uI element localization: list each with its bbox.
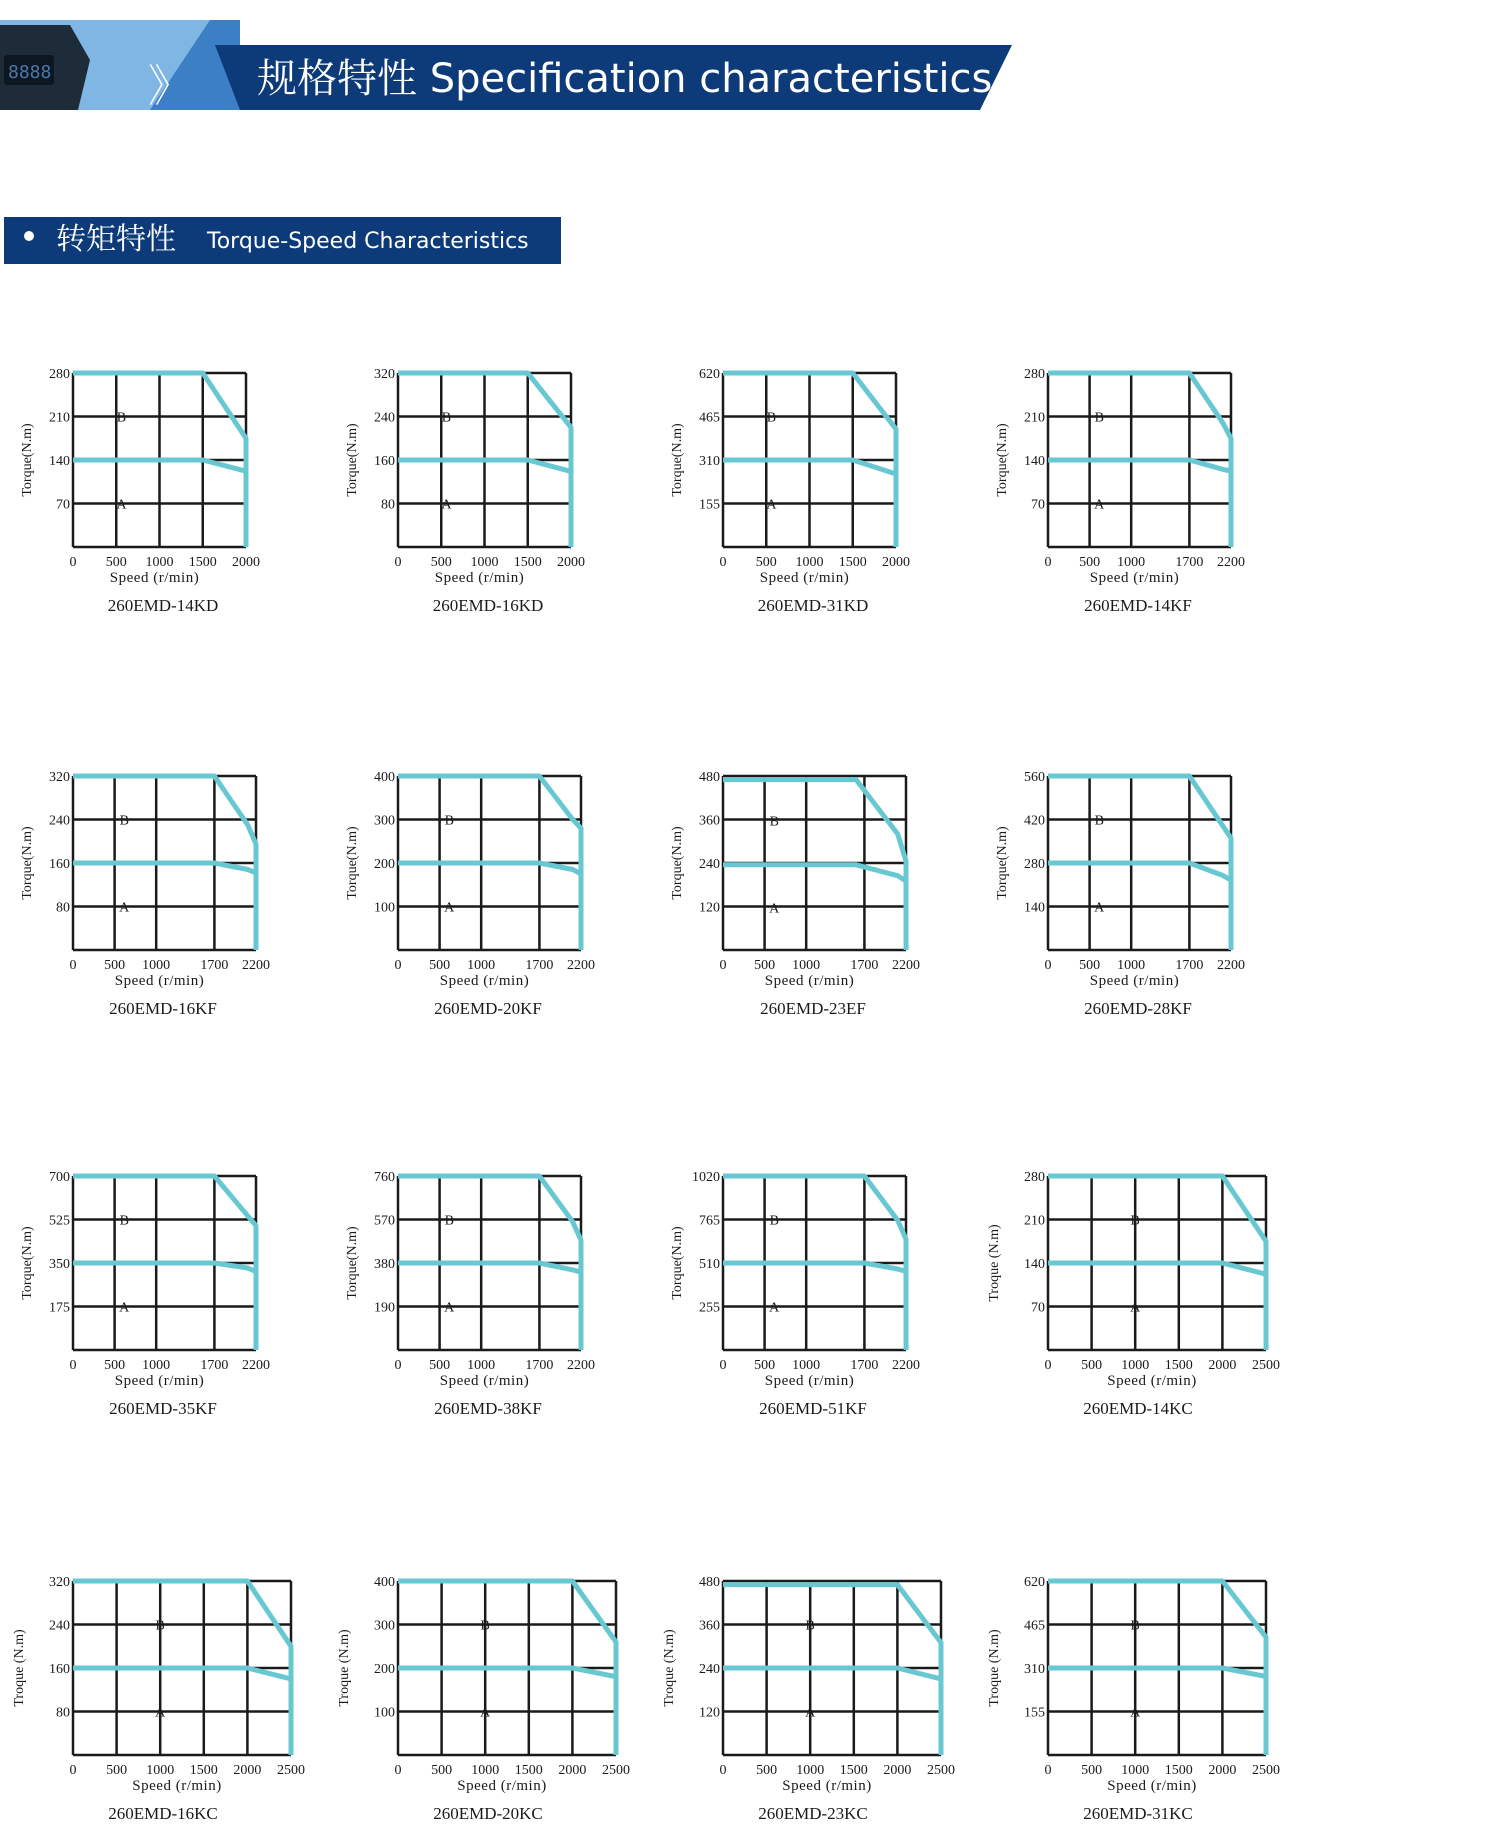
y-tick-label: 310 <box>699 454 720 469</box>
x-axis-label: Speed (r/min) <box>764 1373 855 1389</box>
y-tick-label: 240 <box>49 1618 70 1634</box>
region-label-A: A <box>1130 1705 1141 1721</box>
x-tick-label: 1000 <box>1121 1358 1150 1373</box>
region-label-B: B <box>1094 813 1104 829</box>
x-axis-label: Speed (r/min) <box>1107 1373 1197 1389</box>
x-tick-label: 2200 <box>1217 958 1245 973</box>
chart-title: 260EMD-14KC <box>1083 1399 1193 1418</box>
x-axis-label: Speed (r/min) <box>439 973 530 989</box>
region-label-B: B <box>441 410 452 426</box>
x-tick-label: 500 <box>756 1763 778 1778</box>
y-tick-label: 200 <box>374 857 395 872</box>
x-tick-label: 0 <box>394 1763 402 1778</box>
y-axis-label: Troque (N.m) <box>12 1629 27 1707</box>
x-tick-label: 0 <box>719 1358 727 1373</box>
x-tick-label: 500 <box>1081 1358 1103 1373</box>
region-label-A: A <box>1094 497 1105 513</box>
torque-chart-14 <box>337 1575 630 1823</box>
x-tick-label: 0 <box>69 555 77 570</box>
x-tick-label: 500 <box>104 958 126 973</box>
x-tick-label: 1500 <box>1164 1358 1193 1373</box>
torque-chart-2 <box>345 367 585 615</box>
region-label-B: B <box>480 1618 490 1634</box>
x-tick-label: 1000 <box>146 1763 175 1778</box>
y-tick-label: 70 <box>1031 1300 1045 1316</box>
x-tick-label: 500 <box>429 1358 451 1373</box>
y-tick-label: 210 <box>1024 1213 1045 1229</box>
x-tick-label: 500 <box>1079 958 1101 973</box>
region-label-A: A <box>769 901 780 917</box>
y-tick-label: 140 <box>1024 900 1045 916</box>
x-axis-label: Speed (r/min) <box>1107 1778 1197 1794</box>
x-tick-label: 1000 <box>792 958 821 973</box>
x-tick-label: 1000 <box>792 1358 821 1373</box>
x-tick-label: 1000 <box>142 1358 171 1373</box>
x-tick-label: 2500 <box>602 1763 630 1778</box>
region-label-A: A <box>1094 900 1105 916</box>
series-line-A <box>723 1668 941 1679</box>
chart-title: 260EMD-35KF <box>109 1399 217 1418</box>
y-tick-label: 160 <box>49 857 70 872</box>
y-axis-label: Troque (N.m) <box>987 1629 1002 1707</box>
y-axis-label: Torque(N.m) <box>345 826 360 900</box>
torque-chart-4 <box>995 367 1245 615</box>
series-line-A <box>398 1263 581 1272</box>
x-tick-label: 0 <box>1044 1358 1052 1373</box>
x-tick-label: 2200 <box>892 1358 920 1373</box>
y-tick-label: 210 <box>1024 410 1045 426</box>
torque-chart-15 <box>662 1575 955 1823</box>
chart-title: 260EMD-20KF <box>434 999 542 1018</box>
x-axis-label: Speed (r/min) <box>1089 570 1180 586</box>
x-tick-label: 1700 <box>850 958 879 973</box>
y-tick-label: 280 <box>1024 367 1045 382</box>
x-tick-label: 1700 <box>1175 958 1204 973</box>
region-label-A: A <box>1130 1300 1141 1316</box>
x-tick-label: 1000 <box>470 555 499 570</box>
y-axis-label: Torque(N.m) <box>670 423 685 497</box>
y-tick-label: 100 <box>374 900 395 916</box>
x-tick-label: 0 <box>394 555 402 570</box>
x-tick-label: 2000 <box>233 1763 262 1778</box>
y-tick-label: 400 <box>374 770 395 785</box>
x-tick-label: 1500 <box>839 1763 868 1778</box>
region-label-B: B <box>444 813 454 829</box>
torque-chart-11 <box>670 1170 920 1418</box>
x-axis-label: Speed (r/min) <box>132 1778 222 1794</box>
region-label-A: A <box>155 1705 166 1721</box>
y-axis-label: Torque(N.m) <box>670 826 685 900</box>
x-tick-label: 2200 <box>1217 555 1245 570</box>
y-tick-label: 320 <box>49 770 70 785</box>
x-axis-label: Speed (r/min) <box>114 1373 205 1389</box>
chart-title: 260EMD-51KF <box>759 1399 867 1418</box>
region-label-B: B <box>116 410 127 426</box>
y-tick-label: 300 <box>374 813 395 829</box>
x-tick-label: 0 <box>69 1763 77 1778</box>
y-tick-label: 120 <box>699 1705 720 1721</box>
region-label-A: A <box>480 1705 491 1721</box>
x-tick-label: 1500 <box>513 555 542 570</box>
x-tick-label: 0 <box>69 958 77 973</box>
x-tick-label: 500 <box>754 958 776 973</box>
x-tick-label: 2500 <box>1252 1358 1280 1373</box>
y-tick-label: 700 <box>49 1170 70 1185</box>
x-tick-label: 2000 <box>1208 1358 1237 1373</box>
x-tick-label: 0 <box>719 958 727 973</box>
section-title-en: Torque-Speed Characteristics <box>207 229 529 254</box>
x-tick-label: 2500 <box>927 1763 955 1778</box>
y-tick-label: 190 <box>374 1300 395 1316</box>
x-tick-label: 1700 <box>200 1358 229 1373</box>
torque-chart-3 <box>670 367 910 615</box>
region-label-A: A <box>441 497 452 513</box>
region-label-B: B <box>769 814 779 830</box>
series-line-A <box>398 863 581 874</box>
y-tick-label: 280 <box>49 367 70 382</box>
y-tick-label: 155 <box>1024 1705 1045 1721</box>
x-tick-label: 2200 <box>242 1358 270 1373</box>
chart-title: 260EMD-20KC <box>433 1804 543 1823</box>
x-tick-label: 0 <box>719 1763 727 1778</box>
y-tick-label: 560 <box>1024 770 1045 785</box>
torque-chart-7 <box>670 770 920 1018</box>
y-tick-label: 300 <box>374 1618 395 1634</box>
y-tick-label: 760 <box>374 1170 395 1185</box>
region-label-A: A <box>444 900 455 916</box>
region-label-A: A <box>766 497 777 513</box>
torque-chart-9 <box>20 1170 270 1418</box>
y-tick-label: 320 <box>49 1575 70 1590</box>
svg-text:8888: 8888 <box>8 62 52 83</box>
x-tick-label: 2000 <box>558 1763 587 1778</box>
y-tick-label: 480 <box>699 770 720 785</box>
series-line-A <box>1048 1263 1266 1274</box>
x-tick-label: 1000 <box>1121 1763 1150 1778</box>
torque-chart-1 <box>20 367 260 615</box>
y-tick-label: 140 <box>1024 454 1045 469</box>
x-tick-label: 1700 <box>850 1358 879 1373</box>
x-tick-label: 1500 <box>838 555 867 570</box>
x-axis-label: Speed (r/min) <box>782 1778 872 1794</box>
y-tick-label: 200 <box>374 1662 395 1677</box>
x-tick-label: 500 <box>105 555 127 570</box>
x-tick-label: 2000 <box>557 555 585 570</box>
x-tick-label: 1700 <box>525 1358 554 1373</box>
y-tick-label: 175 <box>49 1300 70 1316</box>
chart-title: 260EMD-28KF <box>1084 999 1192 1018</box>
region-label-B: B <box>119 1213 129 1229</box>
y-axis-label: Torque(N.m) <box>995 423 1010 497</box>
region-label-A: A <box>805 1705 816 1721</box>
series-line-A <box>723 865 906 881</box>
x-tick-label: 1000 <box>1117 958 1146 973</box>
x-tick-label: 1000 <box>1117 555 1146 570</box>
y-tick-label: 400 <box>374 1575 395 1590</box>
x-tick-label: 1000 <box>471 1763 500 1778</box>
chart-title: 260EMD-16KF <box>109 999 217 1018</box>
y-tick-label: 100 <box>374 1705 395 1721</box>
region-label-A: A <box>444 1300 455 1316</box>
torque-chart-12 <box>987 1170 1280 1418</box>
x-tick-label: 0 <box>1044 958 1052 973</box>
x-tick-label: 1000 <box>467 1358 496 1373</box>
region-label-B: B <box>1130 1213 1140 1229</box>
y-tick-label: 240 <box>374 410 395 426</box>
x-tick-label: 0 <box>69 1358 77 1373</box>
x-tick-label: 500 <box>429 958 451 973</box>
x-tick-label: 0 <box>1044 555 1052 570</box>
y-tick-label: 360 <box>699 813 720 829</box>
x-axis-label: Speed (r/min) <box>434 570 525 586</box>
y-tick-label: 525 <box>49 1213 70 1229</box>
x-tick-label: 2000 <box>882 555 910 570</box>
chart-title: 260EMD-23KC <box>758 1804 868 1823</box>
chart-title: 260EMD-38KF <box>434 1399 542 1418</box>
y-axis-label: Torque(N.m) <box>995 826 1010 900</box>
chart-title: 260EMD-16KC <box>108 1804 218 1823</box>
y-axis-label: Torque(N.m) <box>20 423 35 497</box>
x-tick-label: 2500 <box>1252 1763 1280 1778</box>
y-axis-label: Torque(N.m) <box>20 826 35 900</box>
y-tick-label: 280 <box>1024 857 1045 872</box>
torque-chart-6 <box>345 770 595 1018</box>
torque-chart-5 <box>20 770 270 1018</box>
x-tick-label: 0 <box>1044 1763 1052 1778</box>
y-axis-label: Torque(N.m) <box>345 423 360 497</box>
x-tick-label: 2500 <box>277 1763 305 1778</box>
x-tick-label: 500 <box>754 1358 776 1373</box>
y-tick-label: 155 <box>699 497 720 513</box>
x-tick-label: 0 <box>719 555 727 570</box>
y-axis-label: Torque(N.m) <box>20 1226 35 1300</box>
series-line-A <box>1048 460 1231 471</box>
chart-title: 260EMD-16KD <box>432 596 544 615</box>
y-axis-label: Torque(N.m) <box>345 1226 360 1300</box>
y-tick-label: 320 <box>374 367 395 382</box>
banner-chevron-icon: 》 <box>148 61 192 112</box>
y-tick-label: 160 <box>374 454 395 469</box>
region-label-B: B <box>766 410 777 426</box>
y-tick-label: 420 <box>1024 813 1045 829</box>
y-tick-label: 360 <box>699 1618 720 1634</box>
y-tick-label: 120 <box>699 900 720 916</box>
x-tick-label: 2000 <box>1208 1763 1237 1778</box>
x-tick-label: 1000 <box>145 555 174 570</box>
region-label-A: A <box>119 900 130 916</box>
x-axis-label: Speed (r/min) <box>1089 973 1180 989</box>
x-tick-label: 2200 <box>567 958 595 973</box>
series-line-A <box>73 1668 291 1679</box>
region-label-A: A <box>119 1300 130 1316</box>
x-axis-label: Speed (r/min) <box>439 1373 530 1389</box>
x-tick-label: 500 <box>755 555 777 570</box>
x-axis-label: Speed (r/min) <box>109 570 200 586</box>
x-tick-label: 500 <box>430 555 452 570</box>
chart-title: 260EMD-23EF <box>760 999 866 1018</box>
x-tick-label: 1000 <box>467 958 496 973</box>
x-tick-label: 500 <box>106 1763 128 1778</box>
x-tick-label: 500 <box>1081 1763 1103 1778</box>
series-line-A <box>73 863 256 873</box>
series-line-A <box>723 1263 906 1272</box>
region-label-B: B <box>119 813 129 829</box>
series-line-A <box>73 1263 256 1272</box>
x-tick-label: 500 <box>104 1358 126 1373</box>
region-label-B: B <box>1094 410 1104 426</box>
x-axis-label: Speed (r/min) <box>457 1778 547 1794</box>
series-line-A <box>1048 863 1231 880</box>
y-tick-label: 380 <box>374 1257 395 1272</box>
x-tick-label: 1000 <box>795 555 824 570</box>
x-axis-label: Speed (r/min) <box>759 570 850 586</box>
x-tick-label: 1700 <box>1175 555 1204 570</box>
y-tick-label: 310 <box>1024 1662 1045 1677</box>
y-tick-label: 280 <box>1024 1170 1045 1185</box>
chart-title: 260EMD-31KD <box>757 596 869 615</box>
torque-chart-8 <box>995 770 1245 1018</box>
y-tick-label: 620 <box>699 367 720 382</box>
x-tick-label: 0 <box>394 958 402 973</box>
chart-title: 260EMD-31KC <box>1083 1804 1193 1823</box>
x-tick-label: 500 <box>1079 555 1101 570</box>
x-tick-label: 1700 <box>200 958 229 973</box>
region-label-B: B <box>1130 1618 1140 1634</box>
chart-title: 260EMD-14KF <box>1084 596 1192 615</box>
y-tick-label: 70 <box>1031 497 1045 513</box>
torque-chart-10 <box>345 1170 595 1418</box>
torque-chart-13 <box>12 1575 305 1823</box>
y-tick-label: 620 <box>1024 1575 1045 1590</box>
y-tick-label: 80 <box>56 1705 70 1721</box>
y-axis-label: Troque (N.m) <box>987 1224 1002 1302</box>
y-tick-label: 140 <box>49 454 70 469</box>
y-tick-label: 70 <box>56 497 70 513</box>
y-tick-label: 140 <box>1024 1257 1045 1272</box>
y-tick-label: 350 <box>49 1257 70 1272</box>
x-tick-label: 2000 <box>232 555 260 570</box>
y-tick-label: 210 <box>49 410 70 426</box>
region-label-A: A <box>769 1300 780 1316</box>
page-title: 规格特性 Specification characteristics <box>257 56 993 102</box>
x-tick-label: 1500 <box>1164 1763 1193 1778</box>
y-tick-label: 480 <box>699 1575 720 1590</box>
x-tick-label: 1000 <box>796 1763 825 1778</box>
x-tick-label: 1500 <box>514 1763 543 1778</box>
y-tick-label: 160 <box>49 1662 70 1677</box>
x-tick-label: 2200 <box>567 1358 595 1373</box>
section-title-cn: 转矩特性 <box>56 222 176 257</box>
series-line-A <box>398 1668 616 1677</box>
y-tick-label: 570 <box>374 1213 395 1229</box>
y-tick-label: 240 <box>49 813 70 829</box>
x-axis-label: Speed (r/min) <box>764 973 855 989</box>
y-tick-label: 465 <box>1024 1618 1045 1634</box>
region-label-B: B <box>155 1618 165 1634</box>
x-tick-label: 1000 <box>142 958 171 973</box>
y-tick-label: 765 <box>699 1213 720 1229</box>
x-tick-label: 2200 <box>242 958 270 973</box>
torque-chart-16 <box>987 1575 1280 1823</box>
x-tick-label: 0 <box>394 1358 402 1373</box>
x-axis-label: Speed (r/min) <box>114 973 205 989</box>
y-axis-label: Torque(N.m) <box>670 1226 685 1300</box>
y-tick-label: 465 <box>699 410 720 426</box>
y-axis-label: Troque (N.m) <box>337 1629 352 1707</box>
x-tick-label: 500 <box>431 1763 453 1778</box>
y-axis-label: Troque (N.m) <box>662 1629 677 1707</box>
x-tick-label: 1500 <box>188 555 217 570</box>
chart-title: 260EMD-14KD <box>107 596 219 615</box>
region-label-A: A <box>116 497 127 513</box>
y-tick-label: 240 <box>699 857 720 872</box>
region-label-B: B <box>769 1213 779 1229</box>
y-tick-label: 240 <box>699 1662 720 1677</box>
y-tick-label: 1020 <box>692 1170 720 1185</box>
y-tick-label: 510 <box>699 1257 720 1272</box>
series-line-A <box>1048 1668 1266 1676</box>
region-label-B: B <box>805 1618 815 1634</box>
region-label-B: B <box>444 1213 454 1229</box>
y-tick-label: 255 <box>699 1300 720 1316</box>
y-tick-label: 80 <box>381 497 395 513</box>
x-tick-label: 2000 <box>883 1763 912 1778</box>
x-tick-label: 1500 <box>189 1763 218 1778</box>
x-tick-label: 2200 <box>892 958 920 973</box>
y-tick-label: 80 <box>56 900 70 916</box>
x-tick-label: 1700 <box>525 958 554 973</box>
